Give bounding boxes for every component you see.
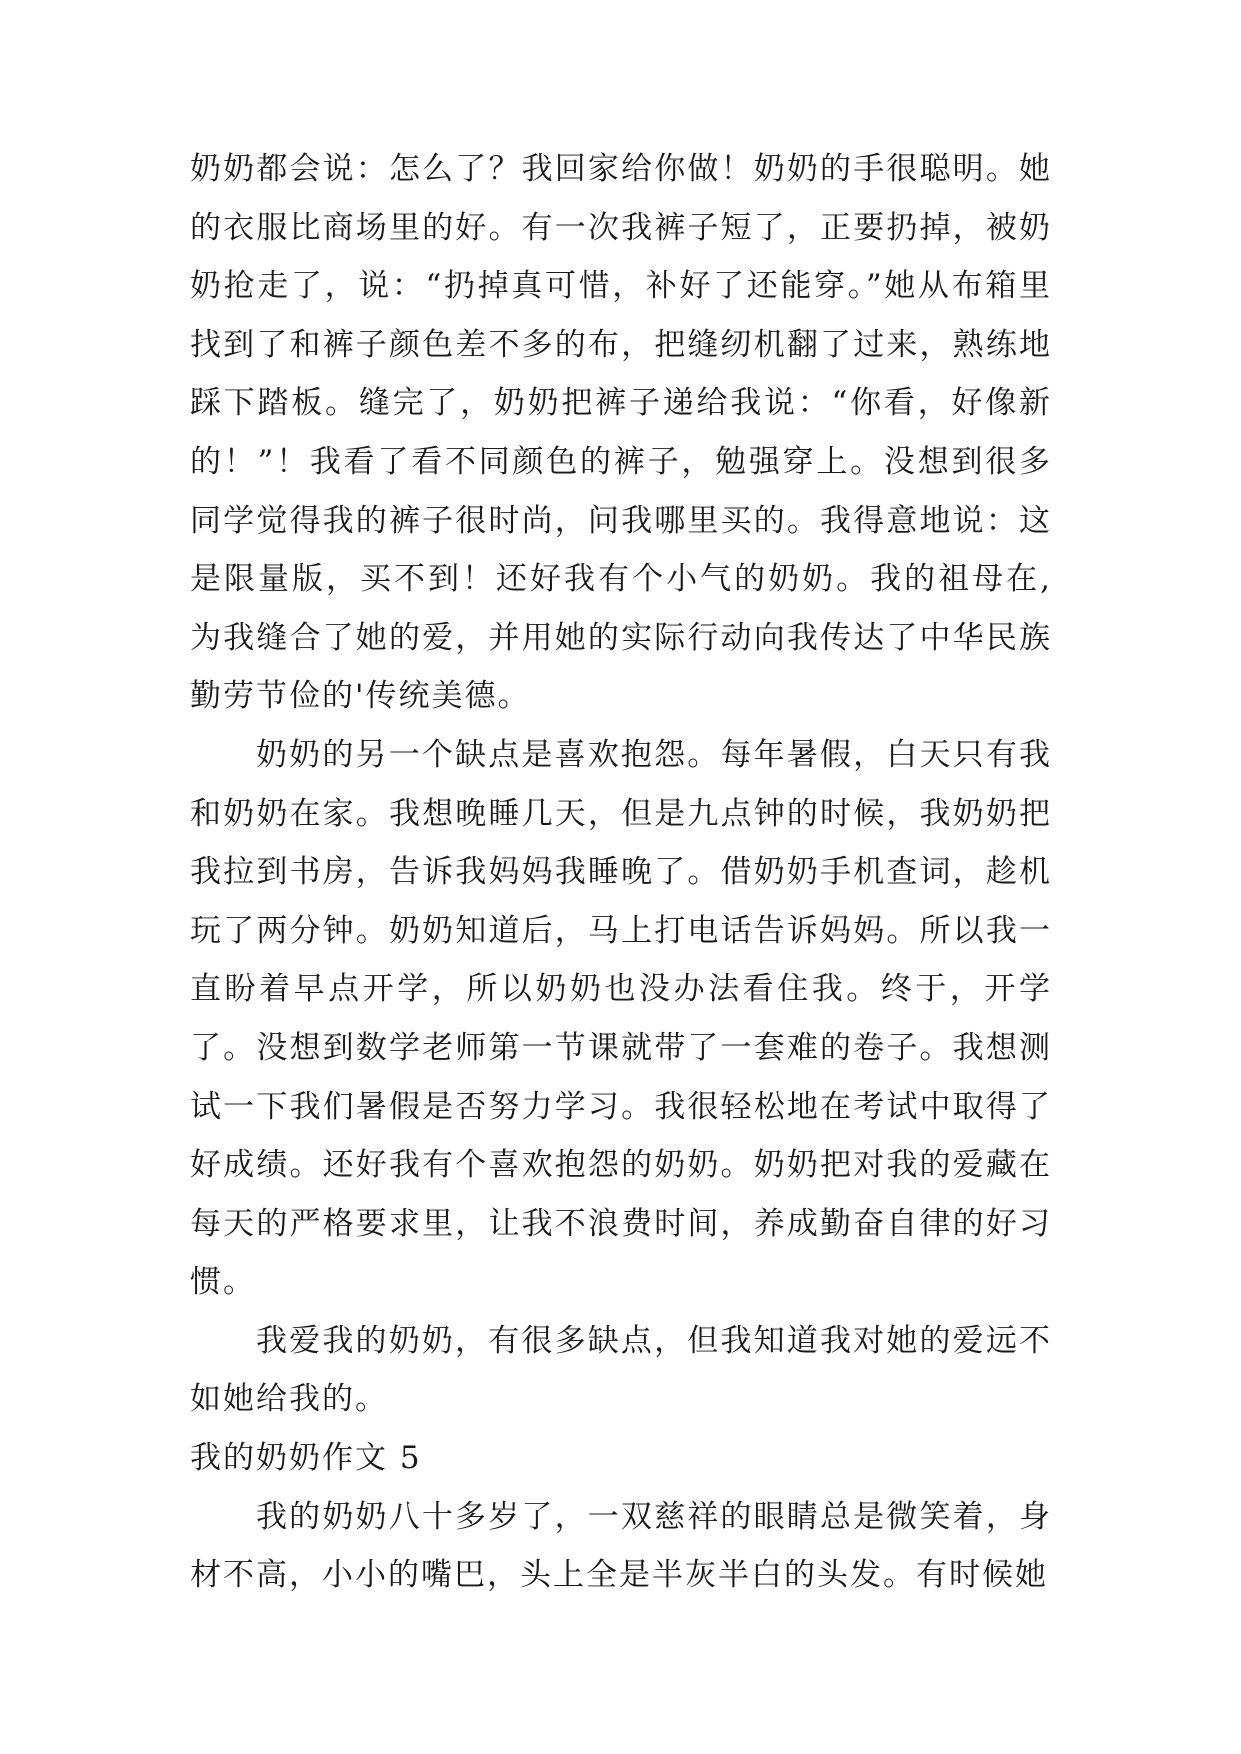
paragraph-2: 奶奶的另一个缺点是喜欢抱怨。每年暑假，白天只有我和奶奶在家。我想晚睡几天，但是九点钟的时候，我奶奶把我拉到书房，告诉我妈妈我睡晚了。借奶奶手机查词，趁机玩了两分钟。奶奶知道后，马上打电话告诉妈妈。所以我一直盼着早点开学，所以奶奶也没办法看住我。终于，开学了。没想到数学老师第一节课就带了一套难的卷子。我想测试一下我们暑假是否努力学习。我很轻松地在考试中取得了好成绩。还好我有个喜欢抱怨的奶奶。奶奶把对我的爱藏在每天的严格要求里，让我不浪费时间，养成勤奋自律的好习惯。 bbox=[190, 736, 1052, 1301]
paragraph-4: 我的奶奶八十多岁了，一双慈祥的眼睛总是微笑着，身材不高，小小的嘴巴，头上全是半灰半白的头发。有时候她 bbox=[190, 1498, 1052, 1594]
document-body bbox=[190, 140, 1052, 1605]
paragraph-1: 奶奶都会说：怎么了？我回家给你做！奶奶的手很聪明。她的衣服比商场里的好。有一次我裤子短了，正要扔掉，被奶奶抢走了，说：“扔掉真可惜，补好了还能穿。”她从布箱里找到了和裤子颜色差不多的布，把缝纫机翻了过来，熟练地踩下踏板。缝完了，奶奶把裤子递给我说：“你看，好像新的！”！我看了看不同颜色的裤子，勉强穿上。没想到很多同学觉得我的裤子很时尚，问我哪里买的。我得意地说：这是限量版，买不到！还好我有个小气的奶奶。我的祖母在,为我缝合了她的爱，并用她的实际行动向我传达了中华民族勤劳节俭的'传统美德。 bbox=[190, 151, 1052, 715]
essay-heading: 我的奶奶作文 5 bbox=[190, 1440, 422, 1477]
paragraph-3: 我爱我的奶奶，有很多缺点，但我知道我对她的爱远不如她给我的。 bbox=[190, 1322, 1052, 1418]
